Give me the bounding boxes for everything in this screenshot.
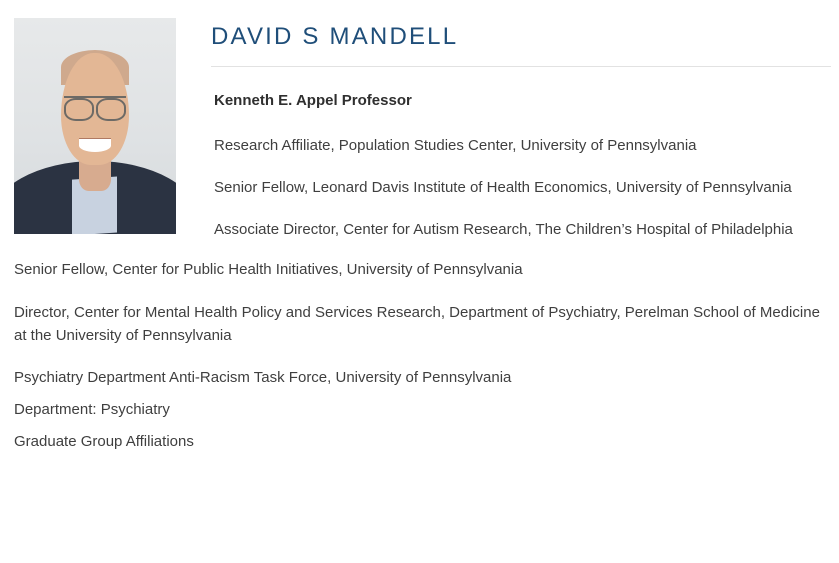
affiliation-director-cmhpsr: Director, Center for Mental Health Policy and Services Research, Department of Psychiatry, Perelman School of Medicine at the University of Pennsylvania: [14, 303, 820, 344]
profile-header: [0, 0, 839, 260]
department-line: Department: Psychiatry: [14, 401, 170, 419]
affiliation-research-affiliate: Research Affiliate, Population Studies Center, University of Pennsylvania: [214, 136, 697, 154]
footer-lines: [14, 366, 825, 453]
primary-title: Kenneth E. Appel Professor: [214, 92, 412, 110]
affiliations-full-width: [0, 258, 839, 453]
affiliation-senior-fellow-cphi: Senior Fellow, Center for Public Health Initiatives, University of Pennsylvania: [14, 261, 523, 279]
titles-list: [211, 89, 831, 241]
photo-container: [14, 18, 176, 234]
profile-photo: [14, 18, 176, 234]
header-text-block: [176, 18, 839, 260]
page-title: DAVID S MANDELL: [211, 23, 459, 50]
photo-smile-shape: [79, 139, 111, 152]
title-divider: [211, 66, 831, 67]
graduate-group-affiliations-line: Graduate Group Affiliations: [14, 432, 194, 450]
affiliation-associate-director-car: Associate Director, Center for Autism Research, The Children’s Hospital of Philadelphia: [214, 221, 793, 239]
affiliation-anti-racism-task-force: Psychiatry Department Anti-Racism Task Force, University of Pennsylvania: [14, 369, 512, 387]
glasses-icon: [64, 96, 126, 117]
affiliation-senior-fellow-ldi: Senior Fellow, Leonard Davis Institute of Health Economics, University of Pennsylvania: [214, 178, 792, 196]
